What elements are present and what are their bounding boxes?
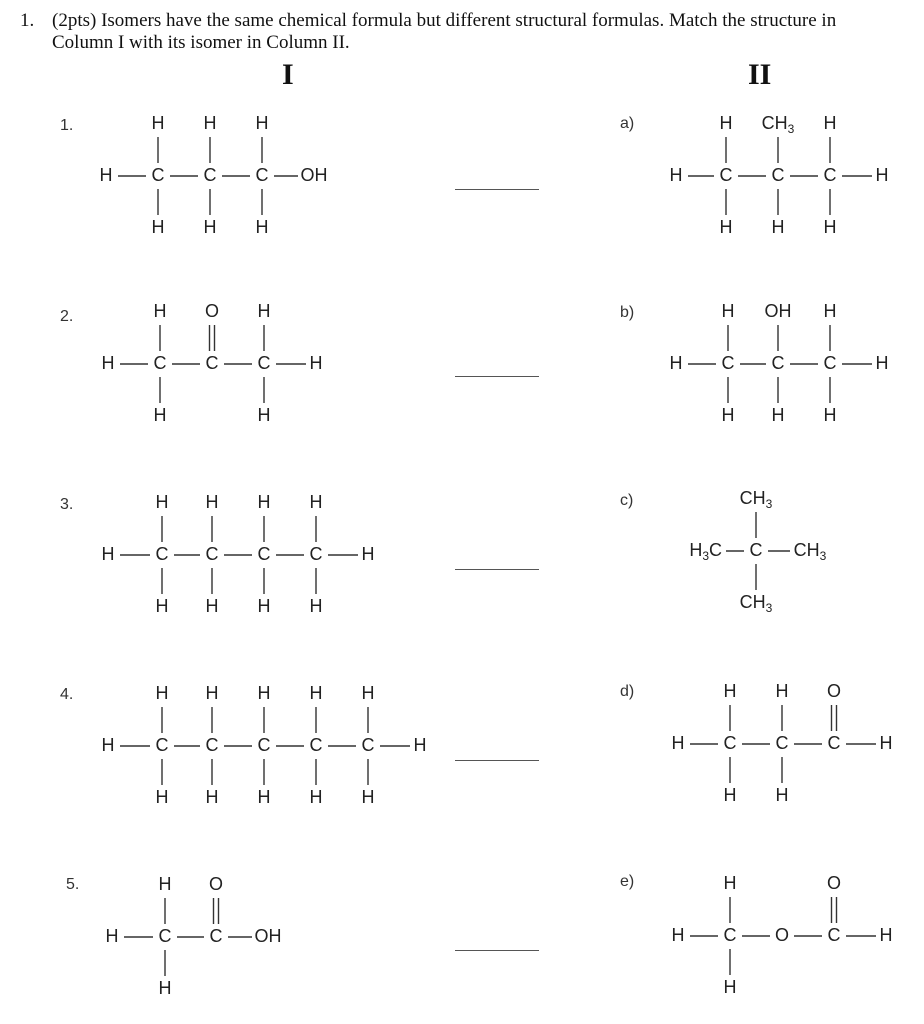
- atom-h: H: [309, 595, 323, 616]
- atom-c: C: [721, 352, 735, 373]
- atom-h: H: [775, 784, 789, 805]
- atom-h: H: [361, 786, 375, 807]
- atom-c: C: [155, 543, 169, 564]
- atom-c: C: [827, 924, 841, 945]
- column-ii-header: II: [748, 58, 772, 91]
- atom-c: C: [158, 925, 172, 946]
- structure-1: [100, 113, 328, 237]
- atom-c: C: [203, 164, 217, 185]
- atom-h: H: [257, 682, 271, 703]
- atom-h: H: [101, 734, 115, 755]
- atom-h: H: [155, 682, 169, 703]
- atom-o: O: [826, 872, 842, 893]
- atom-c: C: [151, 164, 165, 185]
- item-label-2: 2.: [60, 308, 74, 325]
- atom-h: H: [721, 300, 735, 321]
- option-label-b: b): [620, 304, 635, 321]
- atom-o: O: [826, 680, 842, 701]
- atom-h: H: [155, 595, 169, 616]
- atom-c: C: [823, 352, 837, 373]
- question-number: 1.: [20, 10, 35, 31]
- structure-c: [689, 488, 826, 615]
- item-label-5: 5.: [66, 876, 80, 893]
- atom-h: H: [205, 682, 219, 703]
- atom-h: H: [257, 404, 271, 425]
- structure-a: [670, 113, 889, 237]
- structure-b: [670, 301, 889, 425]
- atom-h: H: [257, 300, 271, 321]
- atom-c: C: [827, 732, 841, 753]
- atom-oh: OH: [764, 300, 792, 321]
- atom-o: O: [774, 924, 790, 945]
- atom-c: C: [257, 352, 271, 373]
- atom-h: H: [205, 595, 219, 616]
- atom-oh: OH: [254, 925, 282, 946]
- atom-h: H: [669, 164, 683, 185]
- atom-h: H: [309, 682, 323, 703]
- atom-c: C: [749, 539, 763, 560]
- atom-h: H: [361, 543, 375, 564]
- option-label-d: d): [620, 683, 635, 700]
- atom-h: H: [671, 924, 685, 945]
- atom-c: C: [155, 734, 169, 755]
- atom-h: H: [823, 404, 837, 425]
- methyl-group: $H_3C$: [689, 539, 722, 564]
- atom-c: C: [771, 352, 785, 373]
- methyl-group: $CH_3$: [761, 112, 795, 137]
- atom-h: H: [823, 300, 837, 321]
- atom-h: H: [155, 491, 169, 512]
- methyl-group: $CH_3$: [739, 591, 773, 616]
- atom-h: H: [823, 216, 837, 237]
- atom-c: C: [309, 543, 323, 564]
- atom-c: C: [723, 924, 737, 945]
- atom-h: H: [151, 112, 165, 133]
- option-label-c: c): [620, 492, 634, 509]
- item-label-3: 3.: [60, 496, 74, 513]
- structure-2: [102, 301, 323, 425]
- atom-h: H: [361, 682, 375, 703]
- item-label-1: 1.: [60, 117, 74, 134]
- atom-h: H: [309, 786, 323, 807]
- atom-c: C: [257, 543, 271, 564]
- atom-h: H: [257, 491, 271, 512]
- atom-c: C: [255, 164, 269, 185]
- atom-h: H: [203, 216, 217, 237]
- atom-h: H: [155, 786, 169, 807]
- atom-c: C: [719, 164, 733, 185]
- option-label-e: e): [620, 873, 635, 890]
- atom-c: C: [771, 164, 785, 185]
- structure-e: [672, 873, 893, 997]
- atom-oh: OH: [300, 164, 328, 185]
- atom-h: H: [771, 216, 785, 237]
- atom-h: H: [723, 976, 737, 997]
- column-i-header: I: [282, 58, 294, 91]
- atom-c: C: [257, 734, 271, 755]
- atom-h: H: [823, 112, 837, 133]
- atom-h: H: [101, 352, 115, 373]
- atom-h: H: [105, 925, 119, 946]
- atom-h: H: [257, 595, 271, 616]
- atom-h: H: [771, 404, 785, 425]
- atom-c: C: [823, 164, 837, 185]
- atom-h: H: [205, 491, 219, 512]
- atom-h: H: [875, 352, 889, 373]
- atom-h: H: [879, 924, 893, 945]
- atom-h: H: [775, 680, 789, 701]
- atom-h: H: [257, 786, 271, 807]
- atom-c: C: [309, 734, 323, 755]
- structure-d: [672, 681, 893, 805]
- atom-h: H: [719, 216, 733, 237]
- atom-c: C: [361, 734, 375, 755]
- atom-c: C: [205, 734, 219, 755]
- atom-o: O: [208, 873, 224, 894]
- atom-h: H: [413, 734, 427, 755]
- atom-h: H: [153, 404, 167, 425]
- atom-h: H: [671, 732, 685, 753]
- atom-h: H: [203, 112, 217, 133]
- methyl-group: $CH_3$: [793, 539, 827, 564]
- structure-3: [102, 492, 375, 616]
- atom-h: H: [723, 872, 737, 893]
- atom-h: H: [879, 732, 893, 753]
- atom-h: H: [721, 404, 735, 425]
- atom-h: H: [719, 112, 733, 133]
- atom-h: H: [309, 352, 323, 373]
- atom-h: H: [153, 300, 167, 321]
- atom-h: H: [309, 491, 323, 512]
- structure-5: [106, 874, 282, 998]
- structure-4: [102, 683, 427, 807]
- atom-c: C: [723, 732, 737, 753]
- atom-h: H: [255, 112, 269, 133]
- atom-o: O: [204, 300, 220, 321]
- atom-h: H: [669, 352, 683, 373]
- atom-h: H: [158, 873, 172, 894]
- atom-h: H: [205, 786, 219, 807]
- atom-h: H: [255, 216, 269, 237]
- methyl-group: $CH_3$: [739, 487, 773, 512]
- atom-c: C: [209, 925, 223, 946]
- atom-h: H: [723, 784, 737, 805]
- atom-h: H: [99, 164, 113, 185]
- atom-h: H: [151, 216, 165, 237]
- question-text: (2pts) Isomers have the same chemical formula but different structural formulas. Match the structure in Column I with its isomer in Column II.: [52, 10, 837, 53]
- atom-h: H: [101, 543, 115, 564]
- item-label-4: 4.: [60, 686, 74, 703]
- atom-h: H: [875, 164, 889, 185]
- atom-h: H: [158, 977, 172, 998]
- atom-c: C: [775, 732, 789, 753]
- option-label-a: a): [620, 115, 635, 132]
- atom-c: C: [205, 352, 219, 373]
- atom-h: H: [723, 680, 737, 701]
- atom-c: C: [205, 543, 219, 564]
- atom-c: C: [153, 352, 167, 373]
